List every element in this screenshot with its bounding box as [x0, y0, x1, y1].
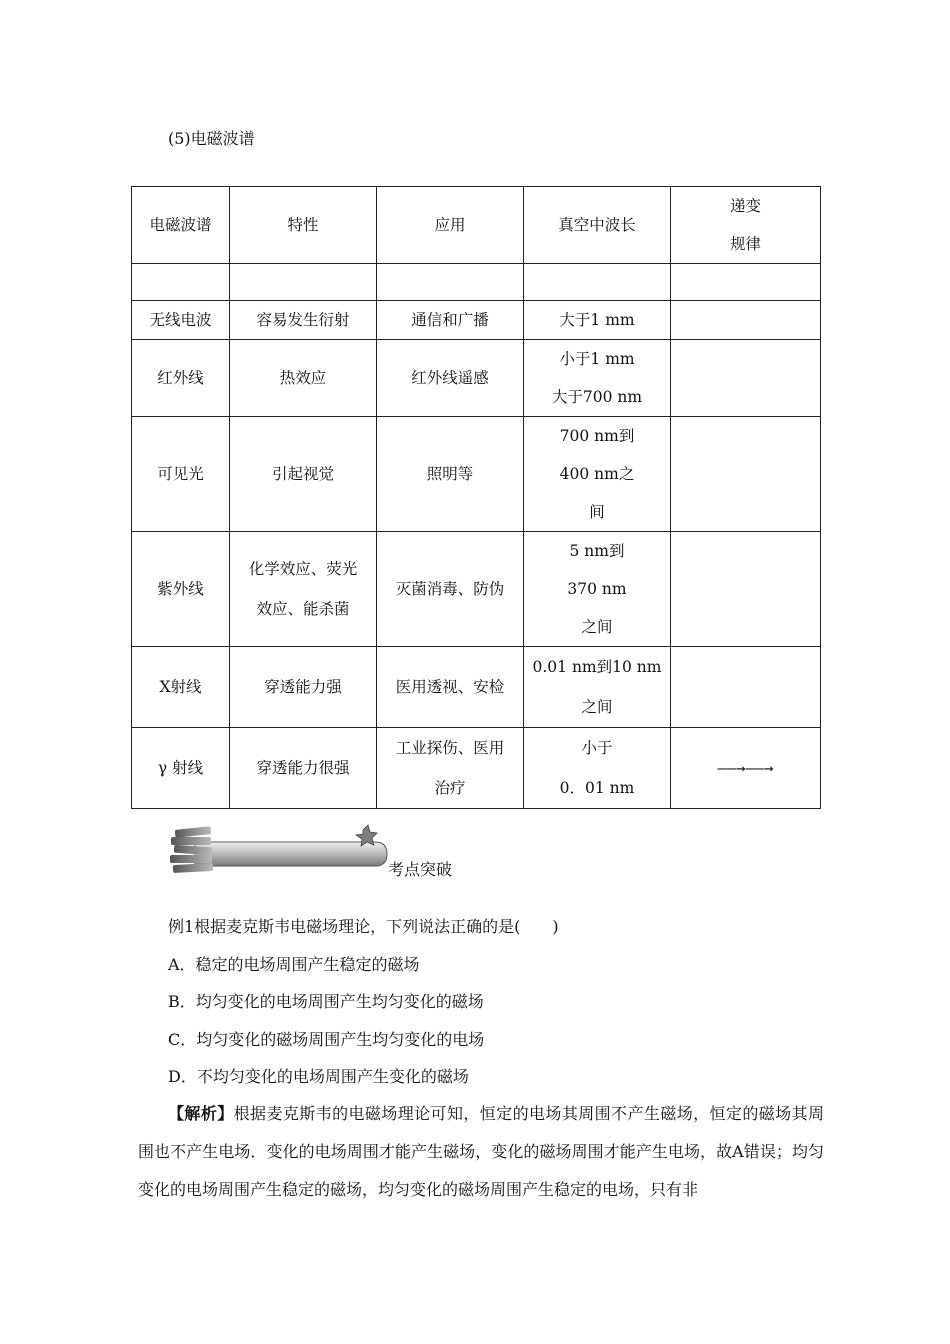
cell-wavelength: 大于1 mm — [524, 301, 671, 340]
example-question: 例1根据麦克斯韦电磁场理论，下列说法正确的是( ) — [168, 917, 559, 936]
banner-label: 考点突破 — [388, 860, 453, 879]
cell-property: 化学效应、荧光 效应、能杀菌 — [230, 532, 377, 647]
option-d: D．不均匀变化的电场周围产生变化的磁场 — [168, 1067, 469, 1086]
books-banner-icon — [165, 820, 395, 880]
cell-trend — [671, 647, 821, 728]
cell-application: 通信和广播 — [377, 301, 524, 340]
analysis-paragraph — [138, 1095, 824, 1209]
cell-property: 穿透能力很强 — [230, 728, 377, 809]
table-row — [132, 728, 821, 809]
option-b: B．均匀变化的电场周围产生均匀变化的磁场 — [168, 992, 484, 1011]
cell-trend — [671, 417, 821, 532]
section-title: (5)电磁波谱 — [168, 129, 255, 148]
cell-trend — [671, 301, 821, 340]
cell-wavelength — [524, 264, 671, 301]
cell-trend — [671, 264, 821, 301]
table-row — [132, 340, 821, 417]
cell-application — [377, 264, 524, 301]
cell-trend — [671, 532, 821, 647]
analysis-text: 根据麦克斯韦的电磁场理论可知，恒定的电场其周围不产生磁场，恒定的磁场其周围也不产生电场．变化的电场周围才能产生磁场，变化的磁场周围才能产生电场，故A错误；均匀变化的电场周围产生稳定的磁场，均匀变化的磁场周围产生稳定的电场，只有非 — [138, 1104, 824, 1199]
cell-application: 照明等 — [377, 417, 524, 532]
cell-name: 红外线 — [132, 340, 230, 417]
analysis-tag: 【解析】 — [168, 1104, 234, 1123]
spectrum-table — [131, 186, 821, 809]
cell-name: 紫外线 — [132, 532, 230, 647]
cell-wavelength: 小于1 mm 大于700 nm — [524, 340, 671, 417]
cell-property: 引起视觉 — [230, 417, 377, 532]
header-property: 特性 — [230, 187, 377, 264]
cell-wavelength: 5 nm到 370 nm 之间 — [524, 532, 671, 647]
header-wavelength: 真空中波长 — [524, 187, 671, 264]
cell-wavelength: 小于 0．01 nm — [524, 728, 671, 809]
cell-name: γ 射线 — [132, 728, 230, 809]
cell-wavelength: 700 nm到 400 nm之 间 — [524, 417, 671, 532]
header-application: 应用 — [377, 187, 524, 264]
cell-name: 无线电波 — [132, 301, 230, 340]
cell-name: 可见光 — [132, 417, 230, 532]
cell-application: 工业探伤、医用 治疗 — [377, 728, 524, 809]
table-row — [132, 647, 821, 728]
header-trend: 递变 规律 — [671, 187, 821, 264]
cell-application: 红外线遥感 — [377, 340, 524, 417]
option-a: A．稳定的电场周围产生稳定的磁场 — [168, 955, 420, 974]
cell-trend-arrow: ——→——→ — [671, 728, 821, 809]
table-row — [132, 301, 821, 340]
cell-property: 热效应 — [230, 340, 377, 417]
cell-property: 容易发生衍射 — [230, 301, 377, 340]
table-header-row — [132, 187, 821, 264]
header-spectrum: 电磁波谱 — [132, 187, 230, 264]
table-row — [132, 264, 821, 301]
cell-property: 穿透能力强 — [230, 647, 377, 728]
cell-application: 灭菌消毒、防伪 — [377, 532, 524, 647]
cell-property — [230, 264, 377, 301]
option-c: C．均匀变化的磁场周围产生均匀变化的电场 — [168, 1030, 485, 1049]
table-row — [132, 532, 821, 647]
cell-trend — [671, 340, 821, 417]
cell-name: X射线 — [132, 647, 230, 728]
cell-application: 医用透视、安检 — [377, 647, 524, 728]
cell-name — [132, 264, 230, 301]
table-row — [132, 417, 821, 532]
cell-wavelength: 0.01 nm到10 nm 之间 — [524, 647, 671, 728]
